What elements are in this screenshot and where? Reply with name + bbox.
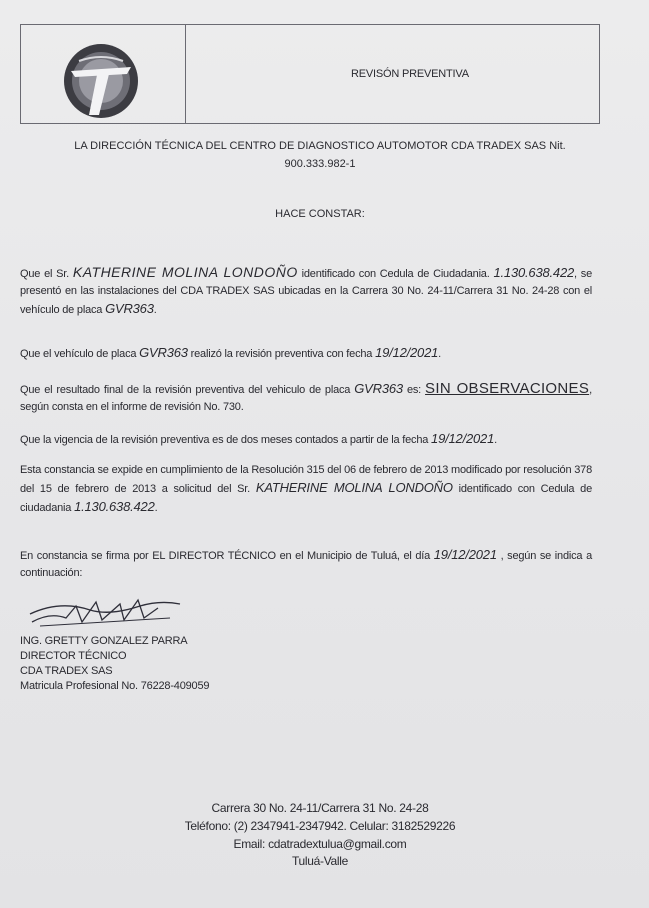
header-box — [20, 24, 600, 124]
paragraph-4 — [20, 430, 592, 449]
p1-id-number: 1.130.638.422 — [493, 265, 575, 280]
p2-text-a: Que el vehículo de placa — [20, 348, 140, 360]
footer-city: Tuluá-Valle — [291, 854, 349, 868]
p3-text-c: , según consta en el informe de revisión No. 730. — [20, 384, 592, 413]
paragraph-3 — [20, 380, 592, 416]
p1-text-c: , se presentó en las instalaciones del CDA TRADEX SAS ubicadas en la Carrera 30 No. 24-11/Carrera 31 No. 24-28 con el vehículo de placa — [20, 268, 592, 316]
p1-person-name: KATHERINE MOLINA LONDOÑO — [72, 264, 298, 280]
intro-line-1: LA DIRECCIÓN TÉCNICA DEL CENTRO DE DIAGNOSTICO AUTOMOTOR CDA TRADEX SAS Nit. — [74, 140, 566, 152]
footer-email: Email: cdatradextulua@gmail.com — [233, 837, 407, 851]
p2-date: 19/12/2021 — [375, 345, 439, 360]
p3-result: SIN OBSERVACIONES — [425, 380, 590, 397]
p5-person-name: KATHERINE MOLINA LONDOÑO — [255, 480, 453, 495]
p4-text-b: . — [494, 434, 497, 446]
p2-plate: GVR363 — [139, 345, 188, 360]
hace-constar-heading: HACE CONSTAR: — [275, 208, 365, 220]
signer-company: CDA TRADEX SAS — [20, 665, 113, 677]
intro-line-2: 900.333.982-1 — [284, 158, 356, 170]
p2-text-b: realizó la revisión preventiva con fecha — [187, 348, 376, 360]
paragraph-5 — [20, 462, 592, 517]
paragraph-1 — [20, 264, 592, 319]
paragraph-6 — [20, 546, 592, 582]
signer-license: Matricula Profesional No. 76228-409059 — [20, 680, 210, 692]
handwritten-signature — [20, 592, 190, 632]
p5-id-number: 1.130.638.422 — [74, 499, 155, 514]
p3-text-b: es: — [402, 384, 426, 396]
p5-text-a: Esta constancia se expide en cumplimiento de la Resolución 315 del 06 de febrero de 2013 modificado por resolución 378 del 15 de febrero de 2013 a solicitud del Sr. — [20, 464, 593, 495]
p2-text-c: . — [438, 348, 442, 360]
p1-text-d: . — [153, 304, 157, 316]
p1-text-b: identificado con Cedula de Ciudadania. — [297, 268, 494, 280]
signer-name: ING. GRETTY GONZALEZ PARRA — [20, 635, 188, 647]
p3-plate: GVR363 — [354, 381, 403, 396]
p1-text-a: Que el Sr. — [20, 268, 73, 280]
p3-text-a: Que el resultado final de la revisión preventiva del vehiculo de placa — [20, 384, 355, 396]
p6-text-a: En constancia se firma por EL DIRECTOR TÉCNICO en el Municipio de Tuluá, el día — [20, 550, 434, 562]
cda-tradex-logo — [61, 41, 141, 121]
p6-text-b: , según se indica a continuación: — [20, 550, 592, 579]
document-title: REVISÓN PREVENTIVA — [351, 68, 469, 80]
p4-text-a: Que la vigencia de la revisión preventiva es de dos meses contados a partir de la fecha — [20, 434, 432, 446]
header-divider — [185, 25, 186, 123]
p5-text-c: . — [154, 502, 158, 514]
p4-date: 19/12/2021 — [431, 431, 495, 446]
signer-block — [20, 634, 209, 694]
paragraph-2 — [20, 344, 592, 363]
p1-plate: GVR363 — [105, 301, 154, 316]
signer-role: DIRECTOR TÉCNICO — [20, 650, 127, 662]
footer-address: Carrera 30 No. 24-11/Carrera 31 No. 24-28 — [211, 801, 429, 815]
footer-phones: Teléfono: (2) 2347941-2347942. Celular: 3182529226 — [184, 819, 456, 833]
p5-text-b: identificado con Cedula de ciudadania — [20, 483, 593, 514]
p6-date: 19/12/2021 — [433, 547, 497, 562]
